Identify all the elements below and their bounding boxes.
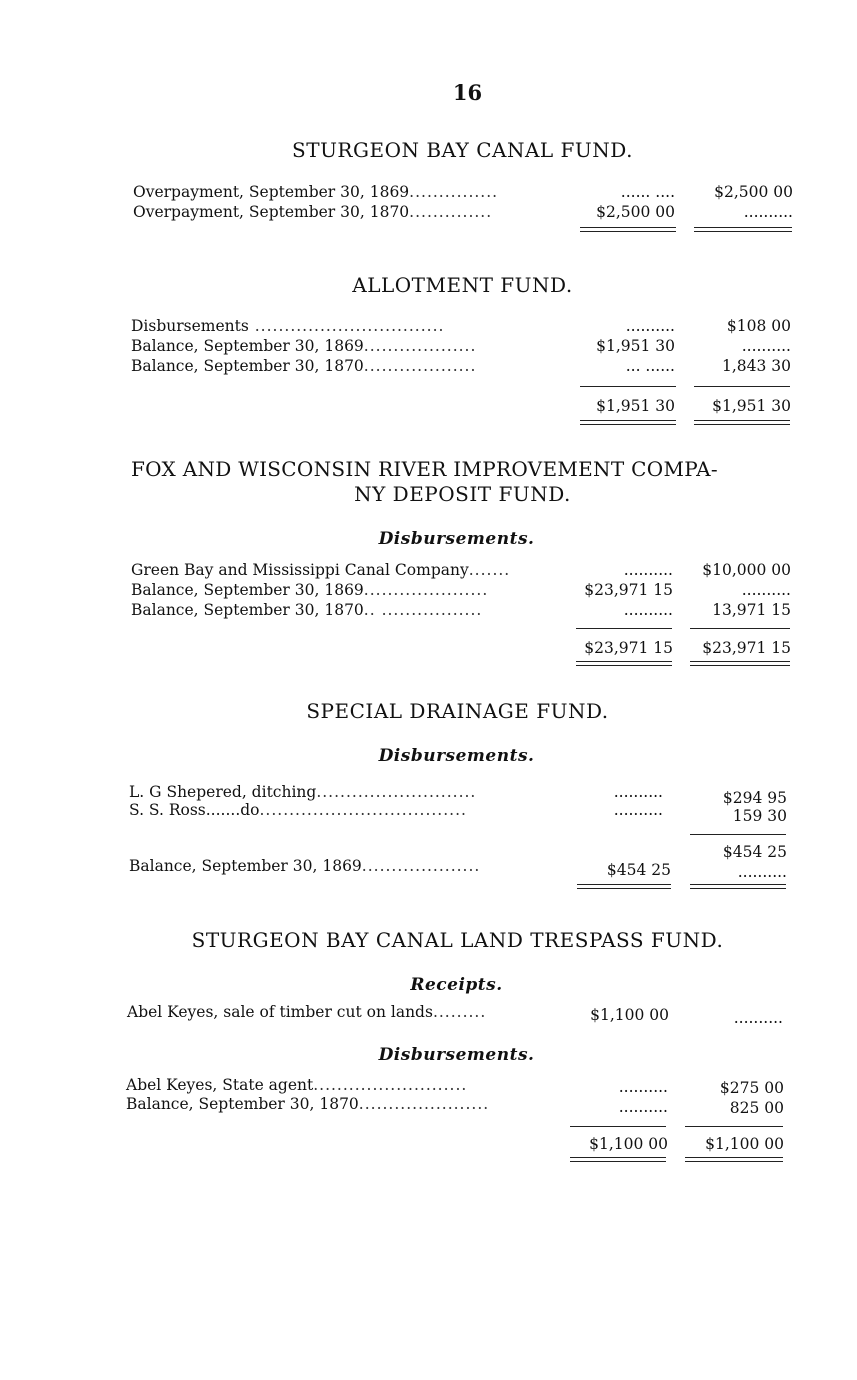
col2-value: .......... xyxy=(743,203,793,221)
col2-total: $1,100 00 xyxy=(705,1135,784,1153)
ledger-row xyxy=(131,356,791,376)
row-label: Balance, September 30, 1869 xyxy=(131,581,364,599)
col1-total: $1,951 30 xyxy=(596,397,675,415)
row-label: Disbursements xyxy=(131,317,249,335)
col2-total: $1,951 30 xyxy=(712,397,791,415)
double-rule xyxy=(690,661,790,666)
col2-value: 13,971 15 xyxy=(712,601,791,619)
col2-total: $23,971 15 xyxy=(702,639,791,657)
row-label: Abel Keyes, sale of timber cut on lands xyxy=(127,1003,433,1021)
col2-value: .......... xyxy=(741,581,791,599)
ledger-row xyxy=(129,800,787,825)
col1-value: .......... xyxy=(613,783,663,801)
row-label: Abel Keyes, State agent xyxy=(126,1076,314,1094)
leader-dots: .......................... xyxy=(313,1076,468,1094)
col1-total: $1,100 00 xyxy=(589,1135,668,1153)
col2-value: .......... xyxy=(737,863,787,881)
col1-value: $2,500 00 xyxy=(596,203,675,221)
sum-rule xyxy=(576,628,672,629)
col2-value: $294 95 xyxy=(722,789,787,807)
col2-value: 1,843 30 xyxy=(721,357,791,375)
ledger-row xyxy=(131,600,791,620)
col2-value: 159 30 xyxy=(732,807,787,825)
col1-value: $23,971 15 xyxy=(584,581,673,599)
col2-subtotal: $454 25 xyxy=(722,843,787,861)
sum-rule xyxy=(694,386,790,387)
section-subtitle-disbursements: Disbursements. xyxy=(378,529,535,549)
ledger-row xyxy=(129,856,787,881)
col1-value: ...... .... xyxy=(620,183,675,201)
section-subtitle-receipts: Receipts. xyxy=(410,975,503,995)
ledger-row xyxy=(133,202,793,222)
double-rule xyxy=(694,420,790,425)
leader-dots: .. ................. xyxy=(363,601,483,619)
double-rule xyxy=(690,884,786,889)
row-label: Overpayment, September 30, 1870 xyxy=(133,203,410,221)
ledger-row xyxy=(131,336,791,356)
double-rule xyxy=(576,661,672,666)
row-label: Balance, September 30, 1869 xyxy=(131,337,364,355)
col1-value: $1,100 00 xyxy=(590,1006,669,1024)
row-label: Green Bay and Mississippi Canal Company xyxy=(131,561,469,579)
ledger-row xyxy=(127,1002,783,1027)
ledger-row xyxy=(129,782,787,807)
ledger-row xyxy=(131,316,791,336)
col1-value: .......... xyxy=(623,601,673,619)
section-title-allotment-fund: ALLOTMENT FUND. xyxy=(352,273,573,297)
leader-dots: ................................... xyxy=(259,801,467,819)
ledger-row xyxy=(133,182,793,202)
double-rule xyxy=(685,1157,783,1162)
leader-dots: ..................... xyxy=(363,581,489,599)
leader-dots: ...................... xyxy=(358,1095,490,1113)
section-subtitle-disbursements: Disbursements. xyxy=(378,746,535,766)
row-label: S. S. Ross.......do xyxy=(129,801,260,819)
row-label: Overpayment, September 30, 1869 xyxy=(133,183,410,201)
leader-dots: ........................... xyxy=(316,783,477,801)
section-title-fox-wisconsin-line1: FOX AND WISCONSIN RIVER IMPROVEMENT COMPA- xyxy=(131,457,718,481)
ledger-row xyxy=(126,1075,784,1095)
double-rule xyxy=(570,1157,666,1162)
col1-value: $454 25 xyxy=(606,861,671,879)
col2-value: .......... xyxy=(741,337,791,355)
row-label: L. G Shepered, ditching xyxy=(129,783,317,801)
col2-value: $275 00 xyxy=(719,1079,784,1097)
section-subtitle-disbursements: Disbursements. xyxy=(378,1045,535,1065)
leader-dots: .................... xyxy=(361,857,481,875)
section-title-sturgeon-bay-canal-fund: STURGEON BAY CANAL FUND. xyxy=(292,138,633,162)
section-title-special-drainage-fund: SPECIAL DRAINAGE FUND. xyxy=(306,699,609,723)
leader-dots: ......... xyxy=(432,1003,487,1021)
totals-row xyxy=(131,638,791,658)
row-label: Balance, September 30, 1870 xyxy=(126,1095,359,1113)
row-label: Balance, September 30, 1869 xyxy=(129,857,362,875)
double-rule xyxy=(580,227,676,232)
double-rule xyxy=(580,420,676,425)
col2-value: 825 00 xyxy=(729,1099,784,1117)
section-title-land-trespass-fund: STURGEON BAY CANAL LAND TRESPASS FUND. xyxy=(191,928,724,952)
col2-value: .......... xyxy=(733,1009,783,1027)
double-rule xyxy=(577,884,671,889)
double-rule xyxy=(694,227,792,232)
row-label: Balance, September 30, 1870 xyxy=(131,357,364,375)
leader-dots: ....... xyxy=(468,561,511,579)
col1-value: .......... xyxy=(623,561,673,579)
sum-rule xyxy=(685,1126,783,1127)
ledger-row xyxy=(131,560,791,580)
leader-dots: ................... xyxy=(363,337,477,355)
col2-value: $10,000 00 xyxy=(702,561,791,579)
section-title-fox-wisconsin-line2: NY DEPOSIT FUND. xyxy=(354,482,571,506)
totals-row xyxy=(126,1134,784,1154)
sum-rule xyxy=(580,386,676,387)
col1-value: $1,951 30 xyxy=(596,337,675,355)
sum-rule xyxy=(690,628,790,629)
col2-value: $2,500 00 xyxy=(714,183,793,201)
col2-value: $108 00 xyxy=(726,317,791,335)
page-number: 16 xyxy=(452,80,483,105)
col1-value: .......... xyxy=(618,1078,668,1096)
leader-dots: ................................ xyxy=(248,317,445,335)
ledger-row xyxy=(131,580,791,600)
sum-rule xyxy=(570,1126,666,1127)
col1-value: .......... xyxy=(625,317,675,335)
leader-dots: ............... xyxy=(409,183,499,201)
totals-row xyxy=(131,396,791,416)
leader-dots: ................... xyxy=(363,357,477,375)
leader-dots: .............. xyxy=(409,203,493,221)
ledger-row xyxy=(126,1094,784,1117)
col1-total: $23,971 15 xyxy=(584,639,673,657)
row-label: Balance, September 30, 1870 xyxy=(131,601,364,619)
col1-value: .......... xyxy=(613,801,663,819)
col1-value: .......... xyxy=(618,1098,668,1116)
col1-value: ... ...... xyxy=(625,357,675,375)
sum-rule xyxy=(690,834,786,835)
